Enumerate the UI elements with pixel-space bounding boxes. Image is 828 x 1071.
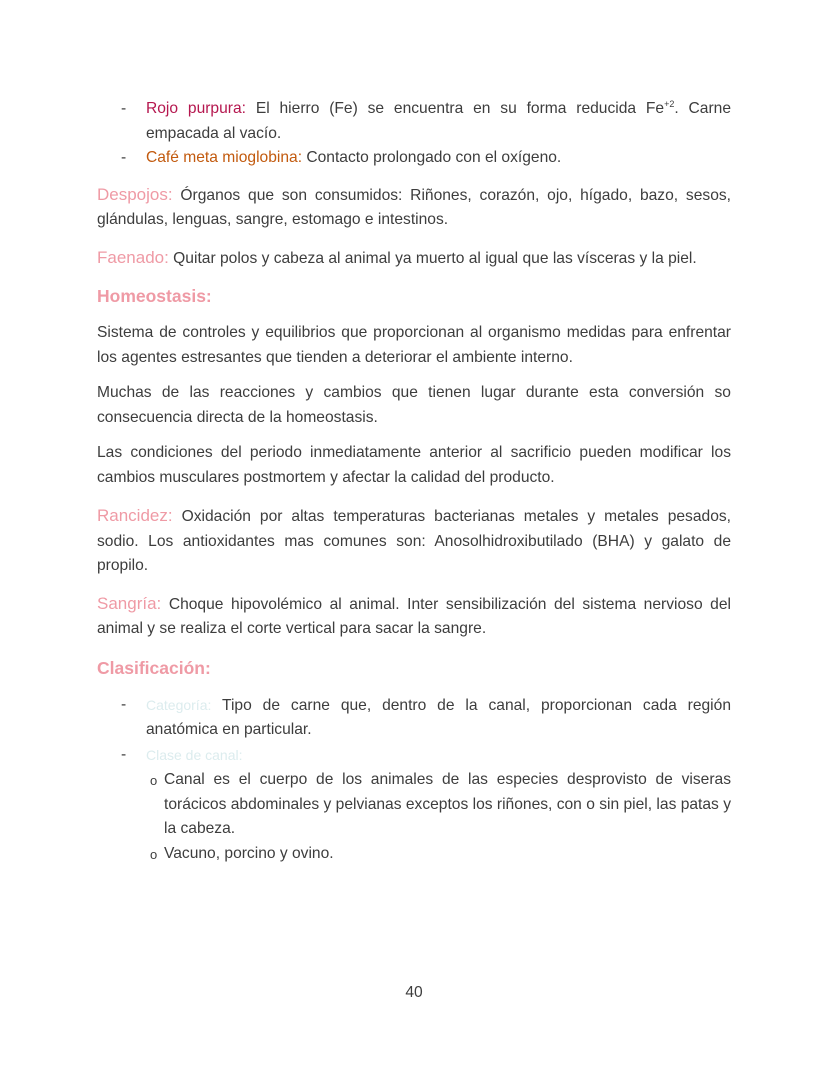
definition-text: Choque hipovolémico al animal. Inter sensibilización del sistema nervioso del animal y se realiza el corte vertical para sacar la sangre. <box>97 595 731 637</box>
definition-text: Quitar polos y cabeza al animal ya muerto al igual que las vísceras y la piel. <box>168 249 697 267</box>
term-rojo-purpura: Rojo purpura: <box>146 100 246 117</box>
paragraph-homeostasis-2: Muchas de las reacciones y cambios que tienen lugar durante esta conversión so consecuencia directa de la homeostasis. <box>97 384 731 426</box>
dash-bullet: - <box>121 695 127 713</box>
paragraph-homeostasis-1: Sistema de controles y equilibrios que proporcionan al organismo medidas para enfrentar los agentes estresantes que tienden a deteriorar el ambiente interno. <box>97 324 731 366</box>
term-despojos: Despojos: <box>97 184 173 204</box>
paragraph-sangria <box>97 592 731 642</box>
sub-list-item <box>97 768 731 842</box>
list-item-clase-de-canal <box>97 743 731 769</box>
superscript-charge: +2 <box>664 98 675 109</box>
list-item-rojo-purpura <box>97 97 731 146</box>
paragraph-faenado <box>97 246 731 272</box>
color-state-list <box>97 97 731 171</box>
term-sangria: Sangría: <box>97 593 162 613</box>
definition-text: Órganos que son consumidos: Riñones, corazón, ojo, hígado, bazo, sesos, glándulas, lenguas, sangre, estomago e intestinos. <box>97 186 731 228</box>
page-number: 40 <box>405 984 423 1001</box>
term-categoria: Categoría: <box>146 696 212 713</box>
list-item-categoria <box>97 693 731 743</box>
heading-clasificacion: Clasificación: <box>97 657 211 678</box>
term-cafe-meta-mioglobina: Café meta mioglobina: <box>146 149 303 166</box>
sub-list-item <box>97 842 731 867</box>
paragraph-rancidez <box>97 504 731 579</box>
definition-text: Contacto prolongado con el oxígeno. <box>302 149 562 166</box>
definition-text: . Carne empacada al vacío. <box>146 100 732 142</box>
circle-bullet: o <box>150 773 158 788</box>
term-rancidez: Rancidez: <box>97 506 173 525</box>
dash-bullet: - <box>121 745 127 763</box>
clasificacion-list <box>97 693 731 769</box>
heading-homeostasis: Homeostasis: <box>97 286 212 306</box>
sub-item-text: Canal es el cuerpo de los animales de las especies desprovisto de viseras torácicos abdominales y pelvianas exceptos los riñones, con o sin piel, las patas y la cabeza. <box>164 771 731 837</box>
definition-text: Tipo de carne que, dentro de la canal, proporcionan cada región anatómica en particular. <box>146 696 731 738</box>
paragraph-despojos <box>97 183 731 233</box>
term-faenado: Faenado: <box>97 247 169 267</box>
paragraph-homeostasis-3: Las condiciones del periodo inmediatamente anterior al sacrificio pueden modificar los cambios musculares postmortem y afectar la calidad del producto. <box>97 444 731 486</box>
dash-bullet: - <box>121 100 127 117</box>
circle-bullet: o <box>150 846 158 862</box>
definition-text: El hierro (Fe) se encuentra en su forma reducida Fe <box>245 100 665 117</box>
list-item-cafe-meta-mioglobina <box>97 146 731 171</box>
page-content <box>97 97 731 866</box>
clase-de-canal-sublist <box>97 768 731 866</box>
definition-text: Oxidación por altas temperaturas bacterianas metales y metales pesados, sodio. Los antioxidantes mas comunes son: Anosolhidroxibutilado (BHA) y galato de propilo. <box>97 508 731 574</box>
sub-item-text: Vacuno, porcino y ovino. <box>164 844 334 862</box>
dash-bullet: - <box>121 149 127 166</box>
term-clase-de-canal: Clase de canal: <box>146 746 243 763</box>
